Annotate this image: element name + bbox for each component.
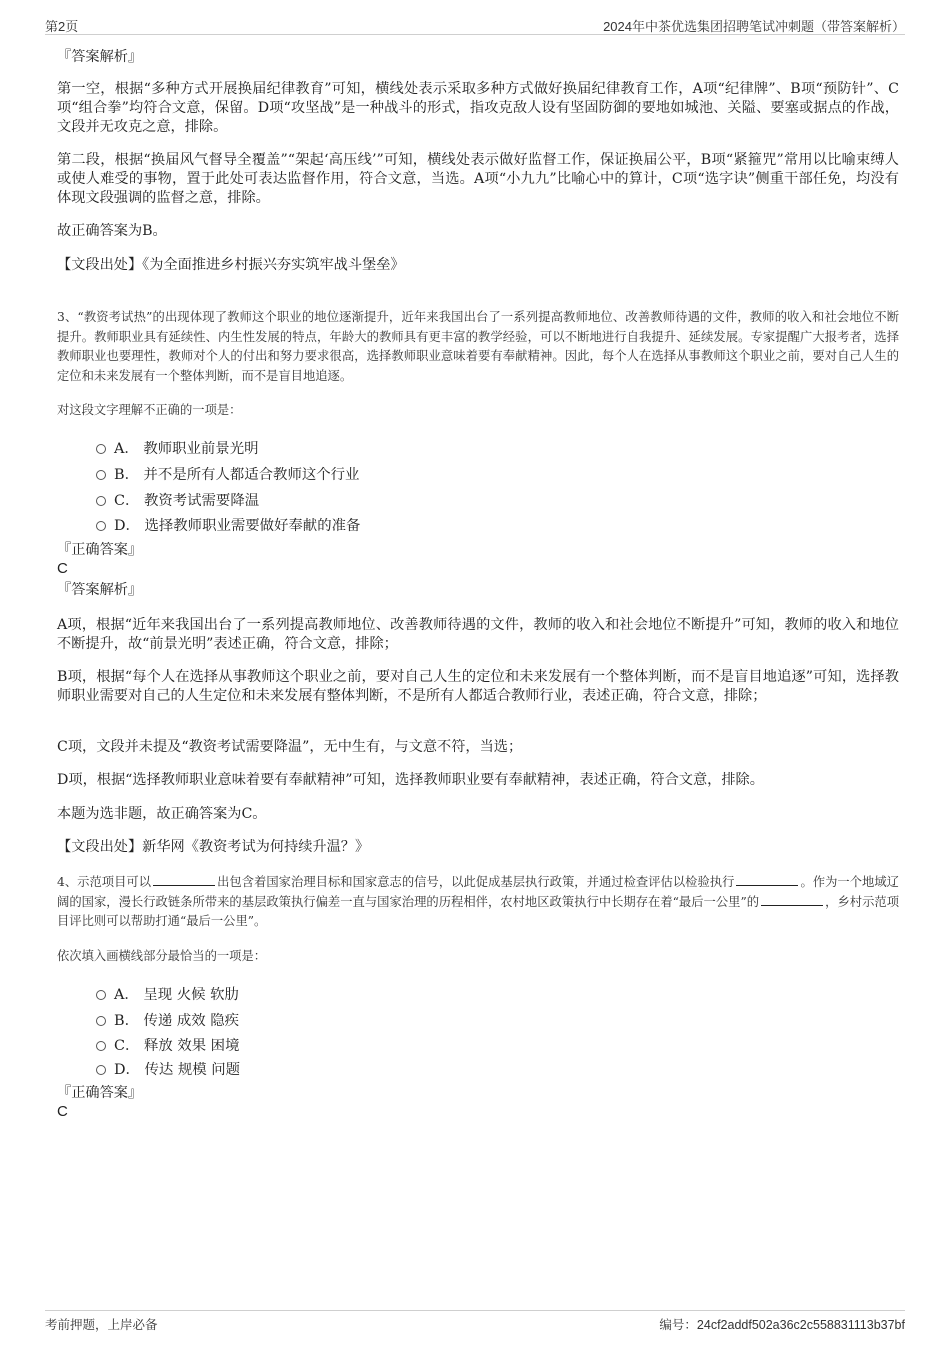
q3-answer: C: [57, 560, 68, 577]
q4-question: 依次填入画横线部分最恰当的一项是：: [57, 949, 267, 963]
q3-option-a[interactable]: A． 教师职业前景光明: [96, 437, 258, 458]
page-number: 第2页: [45, 19, 79, 34]
q3-analysis-c: C项，文段并未提及“教资考试需要降温”，无中生有，与文意不符，当选；: [57, 739, 523, 755]
q4-answer: C: [57, 1103, 68, 1120]
radio-icon[interactable]: [96, 444, 106, 454]
q3-analysis-label: 『答案解析』: [57, 582, 143, 598]
document-title: 2024年中茶优选集团招聘笔试冲刺题（带答案解析）: [603, 19, 905, 34]
q2-source: 【文段出处】《为全面推进乡村振兴夯实筑牢战斗堡垒》: [57, 257, 405, 273]
radio-icon[interactable]: [96, 521, 106, 531]
document-code: 编号：24cf2addf502a36c2c558831113b37bf: [659, 1318, 905, 1332]
q3-stem: 3、“教资考试热”的出现体现了教师这个职业的地位逐渐提升，近年来我国出台了一系列提高教师地位、改善教师待遇的文件，教师的收入和社会地位不断提升。教师职业具有延续性、内生性发展的特点，年龄大的教师具有更丰富的教学经验，可以不断地进行自我提升、延续发展。专家提醒广大报考者，选择教师职业也要理性，教师对个人的付出和努力要求很高，选择教师职业意味着要有奉献精神。因此，每个人在选择从事教师这个职业之前，要对自己人生的定位和未来发展有一个整体判断，而不是盲目地追逐。: [57, 310, 899, 383]
q3-analysis-d: D项，根据“选择教师职业意味着要有奉献精神”可知，选择教师职业要有奉献精神，表述正确，符合文意，排除。: [57, 772, 764, 788]
q3-option-d[interactable]: D． 选择教师职业需要做好奉献的准备: [96, 514, 360, 535]
q4-option-a[interactable]: A． 呈现 火候 软肋: [96, 983, 239, 1004]
fill-blank-1: [153, 874, 215, 886]
q3-answer-label: 『正确答案』: [57, 542, 143, 558]
q4-option-d[interactable]: D． 传达 规模 问题: [96, 1058, 240, 1079]
q3-conclusion: 本题为选非题，故正确答案为C。: [57, 806, 267, 822]
q2-analysis-paragraph-2: 第二段，根据“换届风气督导全覆盖”“架起‘高压线’”可知，横线处表示做好监督工作，保证换届公平，B项“紧箍咒”常用以比喻束缚人或使人难受的事物，置于此处可表达监督作用，符合文意，当选。A项“小九九”比喻心中的算计，C项“选字诀”侧重干部任免，均没有体现文段强调的监督之意，排除。: [57, 152, 899, 206]
q3-option-b[interactable]: B． 并不是所有人都适合教师这个行业: [96, 463, 359, 484]
fill-blank-2: [736, 874, 798, 886]
q2-analysis-paragraph-1: 第一空，根据“多种方式开展换届纪律教育”可知，横线处表示采取多种方式做好换届纪律教育工作，A项“纪律牌”、B项“预防针”、C项“组合拳”均符合文意，保留。D项“攻坚战”是一种战斗的形式，指攻克敌人设有坚固防御的要地如城池、关隘、要塞或据点的作战，文段并无攻克之意，排除。: [57, 81, 899, 135]
q4-option-b[interactable]: B． 传递 成效 隐疾: [96, 1009, 239, 1030]
fill-blank-3: [761, 894, 823, 906]
q3-question: 对这段文字理解不正确的一项是：: [57, 403, 242, 417]
q2-analysis-label: 『答案解析』: [57, 49, 143, 65]
footer-slogan: 考前押题，上岸必备: [45, 1318, 158, 1332]
q4-answer-label: 『正确答案』: [57, 1085, 143, 1101]
radio-icon[interactable]: [96, 1065, 106, 1075]
page-header: [45, 14, 905, 35]
radio-icon[interactable]: [96, 990, 106, 1000]
radio-icon[interactable]: [96, 470, 106, 480]
radio-icon[interactable]: [96, 496, 106, 506]
q3-analysis-b: B项，根据“每个人在选择从事教师这个职业之前，要对自己人生的定位和未来发展有一个整体判断，而不是盲目地追逐”可知，选择教师职业需要对自己的人生定位和未来发展有整体判断，不是所有人都适合教师行业，表述正确，符合文意，排除；: [57, 669, 899, 704]
q3-analysis-a: A项，根据“近年来我国出台了一系列提高教师地位、改善教师待遇的文件，教师的收入和社会地位不断提升”可知，教师的收入和地位不断提升，故“前景光明”表述正确，符合文意，排除；: [57, 617, 899, 652]
q3-option-c[interactable]: C． 教资考试需要降温: [96, 489, 259, 510]
q4-stem: 4、示范项目可以 出包含着国家治理目标和国家意志的信号，以此促成基层执行政策，并通过检查评估以检验执行 。作为一个地域辽阔的国家，漫长行政链条所带来的基层政策执行偏差一直与国家治理的历程相伴，农村地区政策执行中长期存在着“最后一公里”的 ，乡村示范项目评比则可以帮助打通“最后一公里”。: [57, 875, 899, 928]
q4-option-c[interactable]: C． 释放 效果 困境: [96, 1034, 239, 1055]
q2-conclusion: 故正确答案为B。: [57, 223, 167, 239]
radio-icon[interactable]: [96, 1041, 106, 1051]
page-footer: [45, 1310, 905, 1333]
radio-icon[interactable]: [96, 1016, 106, 1026]
q3-source: 【文段出处】新华网《教资考试为何持续升温？》: [57, 839, 370, 855]
